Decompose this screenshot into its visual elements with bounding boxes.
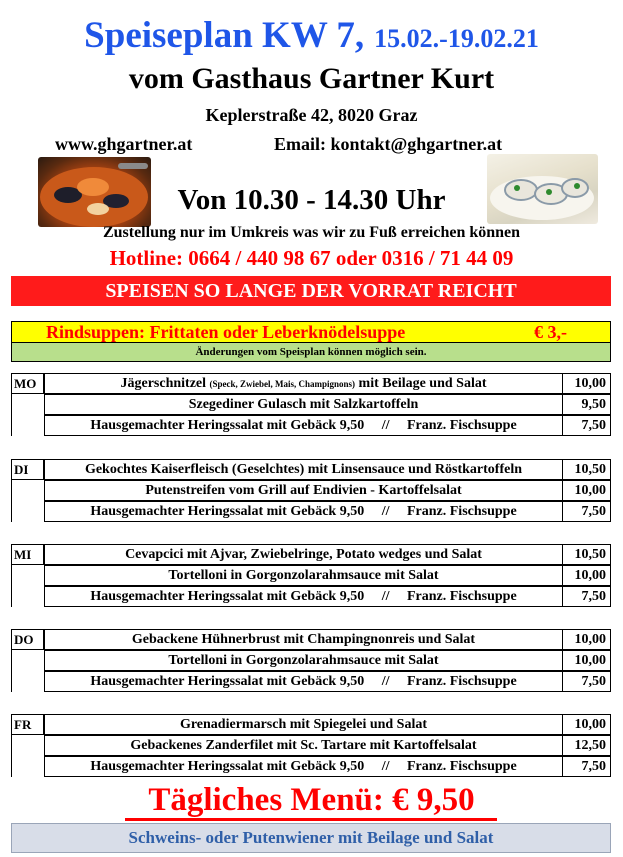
day-label: DI [11,459,44,480]
day-label: MO [11,373,44,394]
website-link[interactable]: www.ghgartner.at [55,134,193,154]
day-label: MI [11,544,44,565]
dish-name: Szegediner Gulasch mit Salzkartoffeln [44,394,563,415]
dish-price: 10,00 [563,373,611,394]
delivery-note: Zustellung nur im Umkreis was wir zu Fuß erreichen können [102,224,521,241]
soup-row [11,321,611,343]
day-divider [11,394,12,436]
dish-name: Hausgemachter Heringssalat mit Gebäck 9,50 // Franz. Fischsuppe [44,415,563,436]
day-divider [11,480,12,522]
dish-price: 7,50 [563,415,611,436]
daily-dish: Schweins- oder Putenwiener mit Beilage und Salat [11,823,611,853]
menu-row [44,650,611,671]
dish-name: Hausgemachter Heringssalat mit Gebäck 9,50 // Franz. Fischsuppe [44,756,563,777]
dish-name: Cevapcici mit Ajvar, Zwiebelringe, Potato wedges und Salat [44,544,563,565]
dish-name: Tortelloni in Gorgonzolarahmsauce mit Salat [44,565,563,586]
dish-price: 10,00 [563,714,611,735]
dish-name: Putenstreifen vom Grill auf Endivien - Kartoffelsalat [44,480,563,501]
menu-row [44,565,611,586]
dish-sides: mit Beilage und Salat [358,376,487,391]
day-divider [11,650,12,692]
menu-row [44,714,611,735]
day-divider [11,735,12,777]
soup-text: Rindsuppen: Frittaten oder Leberknödelsuppe [46,322,406,342]
dish-price: 7,50 [563,756,611,777]
stock-banner: SPEISEN SO LANGE DER VORRAT REICHT [11,276,611,306]
dish-price: 10,00 [563,629,611,650]
address: Keplerstraße 42, 8020 Graz [205,105,418,125]
page-title: Speiseplan KW 7, [84,15,365,56]
menu-row [44,756,611,777]
menu-row [44,394,611,415]
menu-row [44,373,611,394]
week-dates: 15.02.-19.02.21 [374,24,539,53]
menu-row [44,629,611,650]
dish-price: 12,50 [563,735,611,756]
dish-price: 10,50 [563,544,611,565]
dish-name: Hausgemachter Heringssalat mit Gebäck 9,50 // Franz. Fischsuppe [44,671,563,692]
dish-name: Gebackene Hühnerbrust mit Champingnonreis und Salat [44,629,563,650]
dish-price: 9,50 [563,394,611,415]
day-divider [11,565,12,607]
email-link[interactable]: Email: kontakt@ghgartner.at [274,134,503,154]
hotline: Hotline: 0664 / 440 98 67 oder 0316 / 71 44 09 [109,246,514,270]
restaurant-name: vom Gasthaus Gartner Kurt [128,62,495,95]
dish-price: 10,00 [563,480,611,501]
day-label: DO [11,629,44,650]
dish-name: Gekochtes Kaiserfleisch (Geselchtes) mit Linsensauce und Röstkartoffeln [44,459,563,480]
dish-price: 10,00 [563,565,611,586]
dish-price: 7,50 [563,671,611,692]
dish-price: 7,50 [563,586,611,607]
dish-name: Hausgemachter Heringssalat mit Gebäck 9,50 // Franz. Fischsuppe [44,586,563,607]
menu-row [44,586,611,607]
dish-ingredients: (Speck, Zwiebel, Mais, Champignons) [209,379,356,389]
daily-menu-price: Tägliches Menü: € 9,50 [148,782,475,818]
menu-row [44,544,611,565]
menu-row [44,459,611,480]
daily-menu-underline [125,818,497,821]
soup-price: € 3,- [534,322,567,342]
opening-hours: Von 10.30 - 14.30 Uhr [177,184,446,216]
dish-name: Hausgemachter Heringssalat mit Gebäck 9,50 // Franz. Fischsuppe [44,501,563,522]
day-label: FR [11,714,44,735]
change-note: Änderungen vom Speisplan können möglich sein. [11,343,611,362]
menu-row [44,501,611,522]
dish-price: 10,00 [563,650,611,671]
dish-main: Jägerschnitzel [120,376,207,391]
dish-name: Gebackenes Zanderfilet mit Sc. Tartare mit Kartoffelsalat [44,735,563,756]
dish-name: Grenadiermarsch mit Spiegelei und Salat [44,714,563,735]
menu-row [44,671,611,692]
title-line [0,14,623,62]
menu-row [44,480,611,501]
dish-name [44,373,563,394]
menu-row [44,735,611,756]
dish-price: 7,50 [563,501,611,522]
menu-row [44,415,611,436]
dish-price: 10,50 [563,459,611,480]
dish-name: Tortelloni in Gorgonzolarahmsauce mit Salat [44,650,563,671]
